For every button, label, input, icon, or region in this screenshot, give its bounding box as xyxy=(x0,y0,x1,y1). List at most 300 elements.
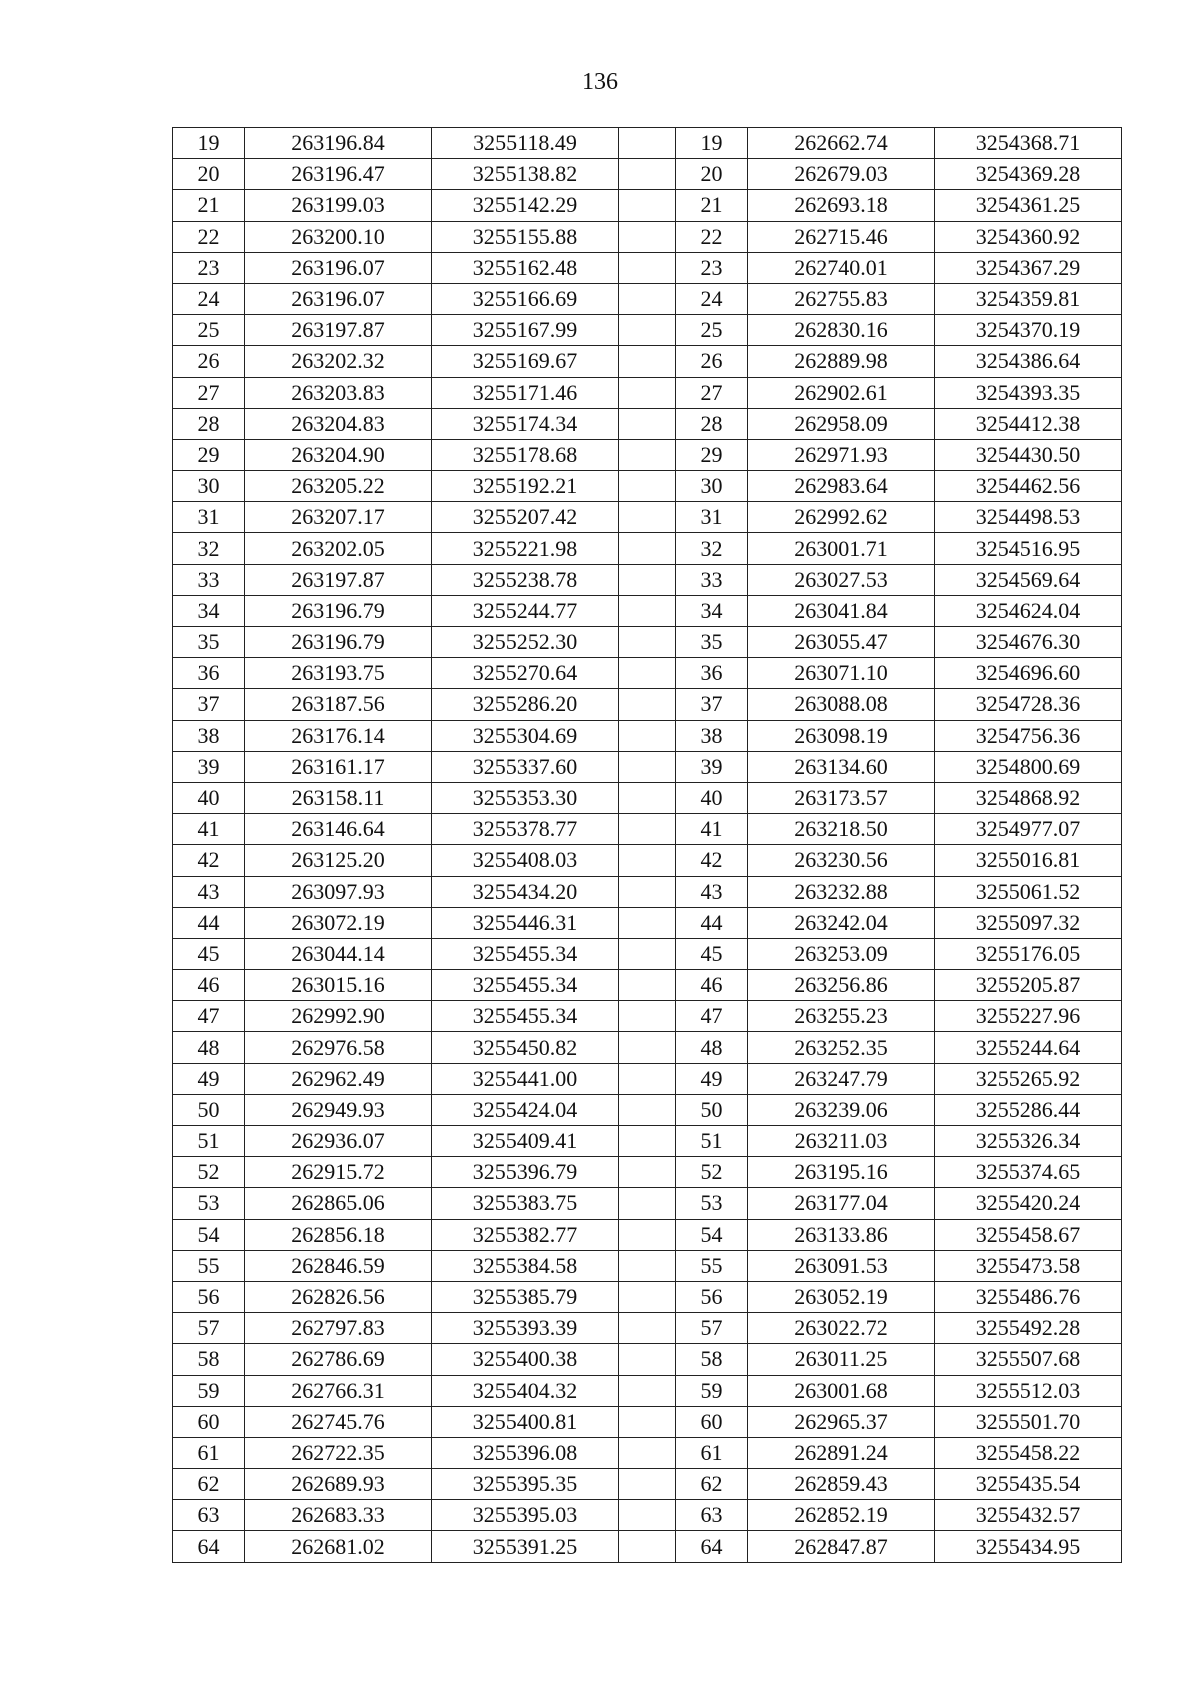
table-row xyxy=(173,970,1122,1001)
left-point-number-cell: 43 xyxy=(173,876,245,907)
left-y-coordinate-cell: 3255378.77 xyxy=(432,814,619,845)
left-x-coordinate-cell: 263146.64 xyxy=(245,814,432,845)
left-point-number-cell: 35 xyxy=(173,627,245,658)
column-gap-cell xyxy=(619,439,676,470)
left-y-coordinate-cell: 3255400.38 xyxy=(432,1344,619,1375)
right-x-coordinate-cell: 262847.87 xyxy=(748,1531,935,1562)
left-x-coordinate-cell: 263207.17 xyxy=(245,502,432,533)
right-point-number-cell: 46 xyxy=(676,970,748,1001)
right-point-number-cell: 61 xyxy=(676,1437,748,1468)
table-row xyxy=(173,533,1122,564)
left-point-number-cell: 52 xyxy=(173,1157,245,1188)
table-row xyxy=(173,190,1122,221)
left-point-number-cell: 21 xyxy=(173,190,245,221)
table-row xyxy=(173,1531,1122,1562)
left-point-number-cell: 42 xyxy=(173,845,245,876)
right-point-number-cell: 64 xyxy=(676,1531,748,1562)
left-y-coordinate-cell: 3255404.32 xyxy=(432,1375,619,1406)
right-y-coordinate-cell: 3254361.25 xyxy=(935,190,1122,221)
left-point-number-cell: 49 xyxy=(173,1063,245,1094)
left-point-number-cell: 27 xyxy=(173,377,245,408)
right-x-coordinate-cell: 263252.35 xyxy=(748,1032,935,1063)
table-row xyxy=(173,471,1122,502)
left-point-number-cell: 41 xyxy=(173,814,245,845)
left-point-number-cell: 33 xyxy=(173,564,245,595)
right-y-coordinate-cell: 3255176.05 xyxy=(935,938,1122,969)
left-point-number-cell: 29 xyxy=(173,439,245,470)
left-point-number-cell: 32 xyxy=(173,533,245,564)
right-x-coordinate-cell: 262983.64 xyxy=(748,471,935,502)
right-y-coordinate-cell: 3254624.04 xyxy=(935,595,1122,626)
left-x-coordinate-cell: 262826.56 xyxy=(245,1281,432,1312)
right-point-number-cell: 37 xyxy=(676,689,748,720)
left-point-number-cell: 45 xyxy=(173,938,245,969)
left-y-coordinate-cell: 3255238.78 xyxy=(432,564,619,595)
column-gap-cell xyxy=(619,970,676,1001)
table-row xyxy=(173,283,1122,314)
left-point-number-cell: 20 xyxy=(173,159,245,190)
right-x-coordinate-cell: 262662.74 xyxy=(748,128,935,159)
right-y-coordinate-cell: 3255286.44 xyxy=(935,1094,1122,1125)
right-y-coordinate-cell: 3254868.92 xyxy=(935,782,1122,813)
left-y-coordinate-cell: 3255169.67 xyxy=(432,346,619,377)
left-point-number-cell: 38 xyxy=(173,720,245,751)
right-y-coordinate-cell: 3254800.69 xyxy=(935,751,1122,782)
right-point-number-cell: 33 xyxy=(676,564,748,595)
column-gap-cell xyxy=(619,1157,676,1188)
left-point-number-cell: 44 xyxy=(173,907,245,938)
right-x-coordinate-cell: 263230.56 xyxy=(748,845,935,876)
right-point-number-cell: 35 xyxy=(676,627,748,658)
column-gap-cell xyxy=(619,283,676,314)
left-y-coordinate-cell: 3255450.82 xyxy=(432,1032,619,1063)
column-gap-cell xyxy=(619,346,676,377)
right-point-number-cell: 39 xyxy=(676,751,748,782)
left-point-number-cell: 59 xyxy=(173,1375,245,1406)
right-x-coordinate-cell: 262971.93 xyxy=(748,439,935,470)
right-x-coordinate-cell: 263098.19 xyxy=(748,720,935,751)
table-row xyxy=(173,439,1122,470)
left-x-coordinate-cell: 263161.17 xyxy=(245,751,432,782)
right-point-number-cell: 50 xyxy=(676,1094,748,1125)
left-x-coordinate-cell: 263197.87 xyxy=(245,315,432,346)
left-x-coordinate-cell: 263204.90 xyxy=(245,439,432,470)
right-point-number-cell: 28 xyxy=(676,408,748,439)
right-y-coordinate-cell: 3255458.67 xyxy=(935,1219,1122,1250)
left-x-coordinate-cell: 262949.93 xyxy=(245,1094,432,1125)
left-point-number-cell: 40 xyxy=(173,782,245,813)
left-y-coordinate-cell: 3255383.75 xyxy=(432,1188,619,1219)
column-gap-cell xyxy=(619,1188,676,1219)
table-row xyxy=(173,907,1122,938)
right-x-coordinate-cell: 263001.71 xyxy=(748,533,935,564)
left-point-number-cell: 53 xyxy=(173,1188,245,1219)
left-y-coordinate-cell: 3255455.34 xyxy=(432,1001,619,1032)
left-point-number-cell: 26 xyxy=(173,346,245,377)
column-gap-cell xyxy=(619,595,676,626)
left-x-coordinate-cell: 262797.83 xyxy=(245,1313,432,1344)
right-point-number-cell: 44 xyxy=(676,907,748,938)
table-row xyxy=(173,1469,1122,1500)
left-x-coordinate-cell: 263196.07 xyxy=(245,283,432,314)
left-y-coordinate-cell: 3255337.60 xyxy=(432,751,619,782)
left-x-coordinate-cell: 263097.93 xyxy=(245,876,432,907)
right-x-coordinate-cell: 263232.88 xyxy=(748,876,935,907)
right-x-coordinate-cell: 263247.79 xyxy=(748,1063,935,1094)
right-x-coordinate-cell: 263052.19 xyxy=(748,1281,935,1312)
left-x-coordinate-cell: 262976.58 xyxy=(245,1032,432,1063)
column-gap-cell xyxy=(619,845,676,876)
right-y-coordinate-cell: 3255512.03 xyxy=(935,1375,1122,1406)
left-x-coordinate-cell: 262745.76 xyxy=(245,1406,432,1437)
column-gap-cell xyxy=(619,502,676,533)
column-gap-cell xyxy=(619,252,676,283)
right-x-coordinate-cell: 262693.18 xyxy=(748,190,935,221)
right-x-coordinate-cell: 263242.04 xyxy=(748,907,935,938)
left-point-number-cell: 24 xyxy=(173,283,245,314)
table-row xyxy=(173,1375,1122,1406)
right-point-number-cell: 25 xyxy=(676,315,748,346)
coordinates-table xyxy=(172,127,1122,1563)
coordinates-table-body xyxy=(173,128,1122,1563)
column-gap-cell xyxy=(619,782,676,813)
column-gap-cell xyxy=(619,1406,676,1437)
table-row xyxy=(173,1157,1122,1188)
right-x-coordinate-cell: 262852.19 xyxy=(748,1500,935,1531)
left-point-number-cell: 46 xyxy=(173,970,245,1001)
right-point-number-cell: 20 xyxy=(676,159,748,190)
column-gap-cell xyxy=(619,1375,676,1406)
column-gap-cell xyxy=(619,1250,676,1281)
column-gap-cell xyxy=(619,564,676,595)
right-x-coordinate-cell: 263091.53 xyxy=(748,1250,935,1281)
left-x-coordinate-cell: 263199.03 xyxy=(245,190,432,221)
right-y-coordinate-cell: 3254386.64 xyxy=(935,346,1122,377)
left-point-number-cell: 19 xyxy=(173,128,245,159)
right-y-coordinate-cell: 3255501.70 xyxy=(935,1406,1122,1437)
right-y-coordinate-cell: 3255016.81 xyxy=(935,845,1122,876)
right-point-number-cell: 58 xyxy=(676,1344,748,1375)
left-y-coordinate-cell: 3255393.39 xyxy=(432,1313,619,1344)
right-point-number-cell: 23 xyxy=(676,252,748,283)
right-point-number-cell: 59 xyxy=(676,1375,748,1406)
column-gap-cell xyxy=(619,1063,676,1094)
column-gap-cell xyxy=(619,1281,676,1312)
right-y-coordinate-cell: 3255227.96 xyxy=(935,1001,1122,1032)
table-row xyxy=(173,564,1122,595)
column-gap-cell xyxy=(619,720,676,751)
right-x-coordinate-cell: 263177.04 xyxy=(748,1188,935,1219)
left-x-coordinate-cell: 263200.10 xyxy=(245,221,432,252)
left-x-coordinate-cell: 263196.07 xyxy=(245,252,432,283)
table-row xyxy=(173,346,1122,377)
right-x-coordinate-cell: 262965.37 xyxy=(748,1406,935,1437)
left-x-coordinate-cell: 263196.84 xyxy=(245,128,432,159)
right-y-coordinate-cell: 3255434.95 xyxy=(935,1531,1122,1562)
table-row xyxy=(173,720,1122,751)
left-point-number-cell: 39 xyxy=(173,751,245,782)
table-row xyxy=(173,1406,1122,1437)
right-y-coordinate-cell: 3254393.35 xyxy=(935,377,1122,408)
right-x-coordinate-cell: 263133.86 xyxy=(748,1219,935,1250)
table-row xyxy=(173,502,1122,533)
column-gap-cell xyxy=(619,1469,676,1500)
table-row xyxy=(173,938,1122,969)
right-x-coordinate-cell: 263071.10 xyxy=(748,658,935,689)
right-y-coordinate-cell: 3255435.54 xyxy=(935,1469,1122,1500)
column-gap-cell xyxy=(619,471,676,502)
table-row xyxy=(173,627,1122,658)
left-point-number-cell: 60 xyxy=(173,1406,245,1437)
left-point-number-cell: 57 xyxy=(173,1313,245,1344)
right-y-coordinate-cell: 3254359.81 xyxy=(935,283,1122,314)
right-y-coordinate-cell: 3254756.36 xyxy=(935,720,1122,751)
left-x-coordinate-cell: 263193.75 xyxy=(245,658,432,689)
left-point-number-cell: 54 xyxy=(173,1219,245,1250)
left-x-coordinate-cell: 262915.72 xyxy=(245,1157,432,1188)
right-y-coordinate-cell: 3254370.19 xyxy=(935,315,1122,346)
right-point-number-cell: 19 xyxy=(676,128,748,159)
right-point-number-cell: 24 xyxy=(676,283,748,314)
right-x-coordinate-cell: 262679.03 xyxy=(748,159,935,190)
right-x-coordinate-cell: 262859.43 xyxy=(748,1469,935,1500)
right-x-coordinate-cell: 263001.68 xyxy=(748,1375,935,1406)
column-gap-cell xyxy=(619,1313,676,1344)
left-point-number-cell: 56 xyxy=(173,1281,245,1312)
table-row xyxy=(173,814,1122,845)
left-x-coordinate-cell: 262962.49 xyxy=(245,1063,432,1094)
column-gap-cell xyxy=(619,689,676,720)
table-row xyxy=(173,1500,1122,1531)
right-y-coordinate-cell: 3254360.92 xyxy=(935,221,1122,252)
right-point-number-cell: 30 xyxy=(676,471,748,502)
right-point-number-cell: 31 xyxy=(676,502,748,533)
right-x-coordinate-cell: 263041.84 xyxy=(748,595,935,626)
right-x-coordinate-cell: 263218.50 xyxy=(748,814,935,845)
column-gap-cell xyxy=(619,1126,676,1157)
right-y-coordinate-cell: 3255374.65 xyxy=(935,1157,1122,1188)
right-y-coordinate-cell: 3255420.24 xyxy=(935,1188,1122,1219)
left-y-coordinate-cell: 3255353.30 xyxy=(432,782,619,813)
left-x-coordinate-cell: 263044.14 xyxy=(245,938,432,969)
right-x-coordinate-cell: 263255.23 xyxy=(748,1001,935,1032)
left-y-coordinate-cell: 3255244.77 xyxy=(432,595,619,626)
left-y-coordinate-cell: 3255155.88 xyxy=(432,221,619,252)
left-point-number-cell: 23 xyxy=(173,252,245,283)
right-point-number-cell: 41 xyxy=(676,814,748,845)
left-x-coordinate-cell: 263205.22 xyxy=(245,471,432,502)
table-row xyxy=(173,1313,1122,1344)
column-gap-cell xyxy=(619,627,676,658)
left-y-coordinate-cell: 3255424.04 xyxy=(432,1094,619,1125)
right-x-coordinate-cell: 263055.47 xyxy=(748,627,935,658)
column-gap-cell xyxy=(619,1094,676,1125)
table-row xyxy=(173,221,1122,252)
table-row xyxy=(173,1281,1122,1312)
left-y-coordinate-cell: 3255221.98 xyxy=(432,533,619,564)
right-point-number-cell: 56 xyxy=(676,1281,748,1312)
column-gap-cell xyxy=(619,938,676,969)
column-gap-cell xyxy=(619,907,676,938)
left-y-coordinate-cell: 3255455.34 xyxy=(432,970,619,1001)
left-x-coordinate-cell: 262766.31 xyxy=(245,1375,432,1406)
left-y-coordinate-cell: 3255396.79 xyxy=(432,1157,619,1188)
column-gap-cell xyxy=(619,1344,676,1375)
right-y-coordinate-cell: 3254728.36 xyxy=(935,689,1122,720)
left-point-number-cell: 61 xyxy=(173,1437,245,1468)
left-x-coordinate-cell: 262689.93 xyxy=(245,1469,432,1500)
left-point-number-cell: 63 xyxy=(173,1500,245,1531)
left-x-coordinate-cell: 263158.11 xyxy=(245,782,432,813)
left-x-coordinate-cell: 263196.79 xyxy=(245,595,432,626)
left-point-number-cell: 50 xyxy=(173,1094,245,1125)
left-y-coordinate-cell: 3255142.29 xyxy=(432,190,619,221)
left-point-number-cell: 55 xyxy=(173,1250,245,1281)
left-x-coordinate-cell: 263196.79 xyxy=(245,627,432,658)
right-y-coordinate-cell: 3254430.50 xyxy=(935,439,1122,470)
table-row xyxy=(173,408,1122,439)
right-y-coordinate-cell: 3255244.64 xyxy=(935,1032,1122,1063)
right-point-number-cell: 48 xyxy=(676,1032,748,1063)
left-point-number-cell: 64 xyxy=(173,1531,245,1562)
right-x-coordinate-cell: 262889.98 xyxy=(748,346,935,377)
right-y-coordinate-cell: 3255486.76 xyxy=(935,1281,1122,1312)
left-x-coordinate-cell: 262722.35 xyxy=(245,1437,432,1468)
column-gap-cell xyxy=(619,1219,676,1250)
table-row xyxy=(173,159,1122,190)
column-gap-cell xyxy=(619,751,676,782)
left-point-number-cell: 25 xyxy=(173,315,245,346)
left-point-number-cell: 47 xyxy=(173,1001,245,1032)
left-x-coordinate-cell: 262992.90 xyxy=(245,1001,432,1032)
left-y-coordinate-cell: 3255270.64 xyxy=(432,658,619,689)
left-x-coordinate-cell: 263197.87 xyxy=(245,564,432,595)
left-y-coordinate-cell: 3255434.20 xyxy=(432,876,619,907)
table-row xyxy=(173,1344,1122,1375)
left-y-coordinate-cell: 3255408.03 xyxy=(432,845,619,876)
right-point-number-cell: 26 xyxy=(676,346,748,377)
column-gap-cell xyxy=(619,658,676,689)
column-gap-cell xyxy=(619,1437,676,1468)
column-gap-cell xyxy=(619,876,676,907)
right-y-coordinate-cell: 3254977.07 xyxy=(935,814,1122,845)
left-y-coordinate-cell: 3255400.81 xyxy=(432,1406,619,1437)
right-y-coordinate-cell: 3255492.28 xyxy=(935,1313,1122,1344)
right-x-coordinate-cell: 263211.03 xyxy=(748,1126,935,1157)
left-x-coordinate-cell: 263196.47 xyxy=(245,159,432,190)
right-y-coordinate-cell: 3255458.22 xyxy=(935,1437,1122,1468)
left-y-coordinate-cell: 3255162.48 xyxy=(432,252,619,283)
table-row xyxy=(173,876,1122,907)
right-x-coordinate-cell: 262715.46 xyxy=(748,221,935,252)
right-x-coordinate-cell: 262891.24 xyxy=(748,1437,935,1468)
right-x-coordinate-cell: 263134.60 xyxy=(748,751,935,782)
table-row xyxy=(173,377,1122,408)
left-point-number-cell: 31 xyxy=(173,502,245,533)
right-point-number-cell: 47 xyxy=(676,1001,748,1032)
right-point-number-cell: 29 xyxy=(676,439,748,470)
table-row xyxy=(173,595,1122,626)
left-point-number-cell: 37 xyxy=(173,689,245,720)
left-y-coordinate-cell: 3255382.77 xyxy=(432,1219,619,1250)
left-point-number-cell: 36 xyxy=(173,658,245,689)
right-y-coordinate-cell: 3254696.60 xyxy=(935,658,1122,689)
right-point-number-cell: 54 xyxy=(676,1219,748,1250)
left-y-coordinate-cell: 3255192.21 xyxy=(432,471,619,502)
left-point-number-cell: 48 xyxy=(173,1032,245,1063)
left-y-coordinate-cell: 3255409.41 xyxy=(432,1126,619,1157)
table-row xyxy=(173,315,1122,346)
column-gap-cell xyxy=(619,221,676,252)
right-x-coordinate-cell: 263027.53 xyxy=(748,564,935,595)
right-y-coordinate-cell: 3255432.57 xyxy=(935,1500,1122,1531)
right-x-coordinate-cell: 262958.09 xyxy=(748,408,935,439)
left-x-coordinate-cell: 262856.18 xyxy=(245,1219,432,1250)
table-row xyxy=(173,1250,1122,1281)
left-x-coordinate-cell: 263202.05 xyxy=(245,533,432,564)
left-x-coordinate-cell: 262865.06 xyxy=(245,1188,432,1219)
right-y-coordinate-cell: 3255265.92 xyxy=(935,1063,1122,1094)
right-point-number-cell: 52 xyxy=(676,1157,748,1188)
right-x-coordinate-cell: 263173.57 xyxy=(748,782,935,813)
left-y-coordinate-cell: 3255395.03 xyxy=(432,1500,619,1531)
left-y-coordinate-cell: 3255252.30 xyxy=(432,627,619,658)
right-y-coordinate-cell: 3255061.52 xyxy=(935,876,1122,907)
left-y-coordinate-cell: 3255178.68 xyxy=(432,439,619,470)
left-y-coordinate-cell: 3255455.34 xyxy=(432,938,619,969)
right-point-number-cell: 21 xyxy=(676,190,748,221)
left-x-coordinate-cell: 262936.07 xyxy=(245,1126,432,1157)
left-point-number-cell: 58 xyxy=(173,1344,245,1375)
table-row xyxy=(173,1126,1122,1157)
table-row xyxy=(173,252,1122,283)
right-x-coordinate-cell: 263088.08 xyxy=(748,689,935,720)
column-gap-cell xyxy=(619,1531,676,1562)
right-y-coordinate-cell: 3254569.64 xyxy=(935,564,1122,595)
table-row xyxy=(173,1094,1122,1125)
right-y-coordinate-cell: 3254369.28 xyxy=(935,159,1122,190)
left-y-coordinate-cell: 3255385.79 xyxy=(432,1281,619,1312)
left-x-coordinate-cell: 263204.83 xyxy=(245,408,432,439)
left-y-coordinate-cell: 3255171.46 xyxy=(432,377,619,408)
table-row xyxy=(173,689,1122,720)
left-point-number-cell: 51 xyxy=(173,1126,245,1157)
left-x-coordinate-cell: 263015.16 xyxy=(245,970,432,1001)
left-y-coordinate-cell: 3255138.82 xyxy=(432,159,619,190)
right-y-coordinate-cell: 3254368.71 xyxy=(935,128,1122,159)
right-point-number-cell: 22 xyxy=(676,221,748,252)
table-row xyxy=(173,1188,1122,1219)
left-y-coordinate-cell: 3255166.69 xyxy=(432,283,619,314)
right-point-number-cell: 36 xyxy=(676,658,748,689)
right-y-coordinate-cell: 3255507.68 xyxy=(935,1344,1122,1375)
left-x-coordinate-cell: 263176.14 xyxy=(245,720,432,751)
right-y-coordinate-cell: 3255473.58 xyxy=(935,1250,1122,1281)
right-x-coordinate-cell: 263011.25 xyxy=(748,1344,935,1375)
right-y-coordinate-cell: 3254462.56 xyxy=(935,471,1122,502)
right-point-number-cell: 34 xyxy=(676,595,748,626)
left-x-coordinate-cell: 262846.59 xyxy=(245,1250,432,1281)
column-gap-cell xyxy=(619,1032,676,1063)
column-gap-cell xyxy=(619,315,676,346)
left-point-number-cell: 22 xyxy=(173,221,245,252)
left-point-number-cell: 34 xyxy=(173,595,245,626)
left-y-coordinate-cell: 3255384.58 xyxy=(432,1250,619,1281)
right-x-coordinate-cell: 262902.61 xyxy=(748,377,935,408)
right-point-number-cell: 32 xyxy=(676,533,748,564)
right-y-coordinate-cell: 3254516.95 xyxy=(935,533,1122,564)
left-x-coordinate-cell: 263072.19 xyxy=(245,907,432,938)
